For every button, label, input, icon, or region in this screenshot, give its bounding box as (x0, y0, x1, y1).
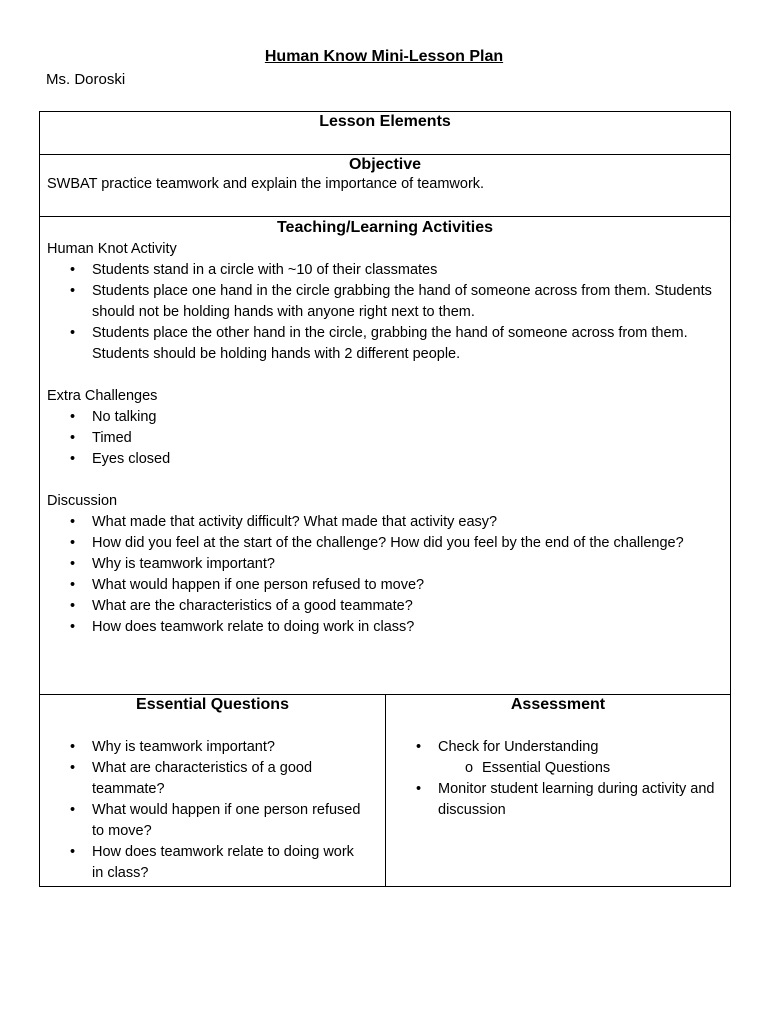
human-knot-list (40, 260, 730, 365)
list-item: • Why is teamwork important? (40, 554, 730, 575)
lesson-elements-row (40, 112, 730, 155)
essential-questions-heading: Essential Questions (136, 696, 289, 713)
list-item: • Students stand in a circle with ~10 of their classmates (40, 260, 730, 281)
lesson-elements-heading: Lesson Elements (319, 113, 451, 130)
objective-heading: Objective (348, 156, 422, 173)
objective-text: SWBAT practice teamwork and explain the importance of teamwork. (47, 176, 485, 192)
list-item: • Students place one hand in the circle grabbing the hand of someone across from them. Students should not be holding hands with anyone right next to them. (40, 281, 730, 323)
list-item: • Check for Understanding (386, 737, 730, 758)
human-knot-label: Human Knot Activity (47, 241, 177, 257)
extra-challenges-list (40, 407, 730, 470)
list-item: • What made that activity difficult? What made that activity easy? (40, 512, 730, 533)
activities-heading: Teaching/Learning Activities (276, 219, 494, 236)
list-item: • How does teamwork relate to doing work in class? (40, 842, 385, 884)
list-item: • What would happen if one person refused to move? (40, 575, 730, 596)
questions-assessment-row (40, 695, 730, 886)
teacher-name: Ms. Doroski (46, 71, 126, 88)
list-item: • Students place the other hand in the circle, grabbing the hand of someone across from them. Students should be holding hands with 2 different people. (40, 323, 730, 365)
assessment-heading: Assessment (510, 696, 606, 713)
page-title: Human Know Mini-Lesson Plan (264, 48, 504, 65)
objective-row (40, 155, 730, 217)
discussion-list (40, 512, 730, 638)
list-item: • Monitor student learning during activity and discussion (386, 779, 730, 821)
list-item: • How does teamwork relate to doing work in class? (40, 617, 730, 638)
essential-questions-cell (40, 695, 386, 886)
list-item: • Timed (40, 428, 730, 449)
essential-questions-list (40, 737, 385, 884)
lesson-table (39, 111, 731, 887)
assessment-cell (386, 695, 730, 886)
list-item: • What would happen if one person refused to move? (40, 800, 385, 842)
list-item: • What are the characteristics of a good teammate? (40, 596, 730, 617)
list-item: • No talking (40, 407, 730, 428)
activities-row (40, 217, 730, 695)
list-item: • Eyes closed (40, 449, 730, 470)
list-item: • What are characteristics of a good teammate? (40, 758, 385, 800)
extra-challenges-label: Extra Challenges (47, 388, 158, 404)
discussion-label: Discussion (47, 493, 118, 509)
assessment-list (386, 737, 730, 821)
list-item: • How did you feel at the start of the challenge? How did you feel by the end of the challenge? (40, 533, 730, 554)
list-item: • Why is teamwork important? (40, 737, 385, 758)
sub-list-item: o Essential Questions (386, 758, 730, 779)
